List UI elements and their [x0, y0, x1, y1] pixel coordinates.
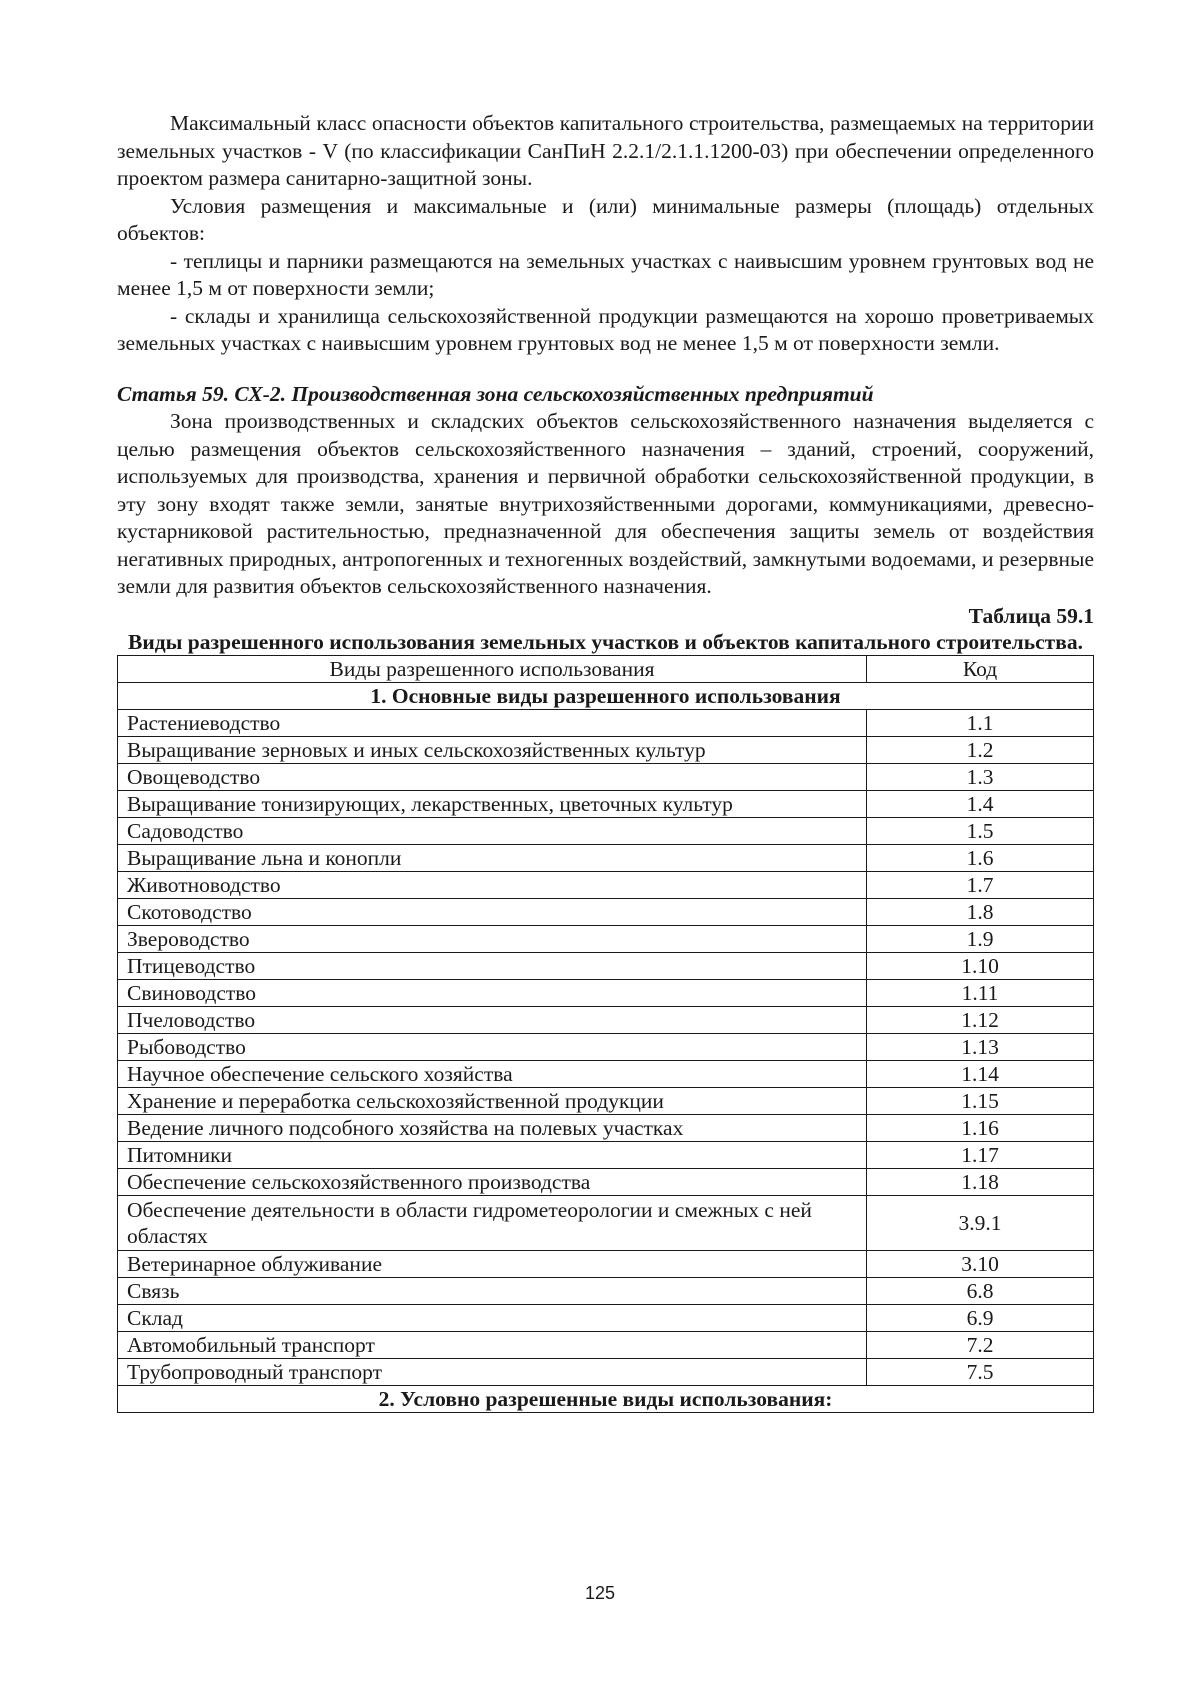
use-type-cell: Птицеводство — [118, 952, 867, 979]
use-type-cell: Свиноводство — [118, 979, 867, 1006]
table-row — [118, 790, 1094, 817]
code-cell: 1.4 — [867, 790, 1094, 817]
table-row — [118, 1195, 1094, 1250]
table-row — [118, 736, 1094, 763]
section-2-title: 2. Условно разрешенные виды использования: — [118, 1385, 1094, 1412]
code-cell: 1.17 — [867, 1141, 1094, 1168]
code-cell: 1.9 — [867, 925, 1094, 952]
code-cell: 1.3 — [867, 763, 1094, 790]
use-type-cell: Животноводство — [118, 871, 867, 898]
use-type-cell: Выращивание льна и конопли — [118, 844, 867, 871]
use-type-cell: Звероводство — [118, 925, 867, 952]
table-row — [118, 952, 1094, 979]
table-row — [118, 817, 1094, 844]
table-row — [118, 1033, 1094, 1060]
use-type-cell: Обеспечение сельскохозяйственного производства — [118, 1168, 867, 1195]
use-type-cell: Хранение и переработка сельскохозяйственной продукции — [118, 1087, 867, 1114]
table-row — [118, 1060, 1094, 1087]
table-row — [118, 979, 1094, 1006]
use-type-cell: Пчеловодство — [118, 1006, 867, 1033]
table-number: Таблица 59.1 — [968, 603, 1094, 628]
code-cell: 6.8 — [867, 1277, 1094, 1304]
table-row — [118, 1277, 1094, 1304]
use-type-cell: Скотоводство — [118, 898, 867, 925]
code-cell: 1.6 — [867, 844, 1094, 871]
permitted-use-table — [117, 655, 1094, 1413]
section-row — [118, 1385, 1094, 1412]
code-cell: 3.9.1 — [867, 1195, 1094, 1250]
use-type-cell: Растениеводство — [118, 709, 867, 736]
code-cell: 7.2 — [867, 1331, 1094, 1358]
code-cell: 1.16 — [867, 1114, 1094, 1141]
use-type-cell: Выращивание зерновых и иных сельскохозяйственных культур — [118, 736, 867, 763]
paragraph-greenhouses: - теплицы и парники размещаются на земельных участках с наивысшим уровнем грунтовых вод не менее 1,5 м от поверхности земли; — [117, 248, 1094, 300]
code-cell: 1.11 — [867, 979, 1094, 1006]
code-cell: 1.15 — [867, 1087, 1094, 1114]
use-type-cell: Склад — [118, 1304, 867, 1331]
code-cell: 1.13 — [867, 1033, 1094, 1060]
use-type-cell: Садоводство — [118, 817, 867, 844]
code-cell: 1.12 — [867, 1006, 1094, 1033]
code-cell: 1.14 — [867, 1060, 1094, 1087]
article-title: Статья 59. СХ-2. Производственная зона сельскохозяйственных предприятий — [117, 381, 874, 406]
use-type-cell: Автомобильный транспорт — [118, 1331, 867, 1358]
table-row — [118, 763, 1094, 790]
code-cell: 7.5 — [867, 1358, 1094, 1385]
section-1-title: 1. Основные виды разрешенного использования — [118, 682, 1094, 709]
code-cell: 1.1 — [867, 709, 1094, 736]
table-title: Виды разрешенного использования земельных участков и объектов капитального строительства. — [128, 629, 1083, 654]
header-code: Код — [867, 655, 1094, 682]
table-row — [118, 1006, 1094, 1033]
code-cell: 1.5 — [867, 817, 1094, 844]
table-row — [118, 898, 1094, 925]
table-row — [118, 844, 1094, 871]
table-row — [118, 925, 1094, 952]
use-type-cell: Ведение личного подсобного хозяйства на полевых участках — [118, 1114, 867, 1141]
table-row — [118, 709, 1094, 736]
header-use-types: Виды разрешенного использования — [118, 655, 867, 682]
use-type-cell: Трубопроводный транспорт — [118, 1358, 867, 1385]
code-cell: 1.2 — [867, 736, 1094, 763]
table-row — [118, 1168, 1094, 1195]
table-row — [118, 1304, 1094, 1331]
code-cell: 3.10 — [867, 1250, 1094, 1277]
table-row — [118, 1087, 1094, 1114]
article-paragraph: Зона производственных и складских объектов сельскохозяйственного назначения выделяется с целью размещения объектов сельскохозяйственного назначения – зданий, строений, сооружений, используемых для производства, хранения и первичной обработки сельскохозяйственной продукции, в эту зону входят также земли, занятые внутрихозяйственными дорогами, коммуникациями, древесно-кустарниковой растительностью, предназначенной для обеспечения защиты земель от воздействия негативных природных, антропогенных и техногенных воздействий, замкнутыми водоемами, и резервные земли для развития объектов сельскохозяйственного назначения. — [117, 409, 1094, 598]
paragraph-warehouses: - склады и хранилища сельскохозяйственной продукции размещаются на хорошо проветриваемых земельных участках с наивысшим уровнем грунтовых вод не менее 1,5 м от поверхности земли. — [117, 303, 1094, 355]
code-cell: 1.8 — [867, 898, 1094, 925]
use-type-cell: Обеспечение деятельности в области гидрометеорологии и смежных с ней областях — [118, 1195, 867, 1250]
table-row — [118, 1141, 1094, 1168]
use-type-cell: Научное обеспечение сельского хозяйства — [118, 1060, 867, 1087]
document-page — [117, 110, 1094, 1413]
paragraph-hazard-class: Максимальный класс опасности объектов капитального строительства, размещаемых на территории земельных участков - V (по классификации СанПиН 2.2.1/2.1.1.1200-03) при обеспечении определенного проектом размера санитарно-защитной зоны. — [117, 111, 1094, 190]
table-row — [118, 1114, 1094, 1141]
use-type-cell: Ветеринарное облуживание — [118, 1250, 867, 1277]
table-header-row — [118, 655, 1094, 682]
table-row — [118, 1358, 1094, 1385]
paragraph-placement-conditions: Условия размещения и максимальные и (или) минимальные размеры (площадь) отдельных объектов: — [117, 193, 1094, 245]
table-row — [118, 1331, 1094, 1358]
use-type-cell: Питомники — [118, 1141, 867, 1168]
table-row — [118, 1250, 1094, 1277]
use-type-cell: Рыбоводство — [118, 1033, 867, 1060]
page-number: 125 — [584, 1583, 616, 1603]
code-cell: 6.9 — [867, 1304, 1094, 1331]
code-cell: 1.7 — [867, 871, 1094, 898]
use-type-cell: Овощеводство — [118, 763, 867, 790]
section-row — [118, 682, 1094, 709]
table-row — [118, 871, 1094, 898]
use-type-cell: Связь — [118, 1277, 867, 1304]
use-type-cell: Выращивание тонизирующих, лекарственных, цветочных культур — [118, 790, 867, 817]
code-cell: 1.18 — [867, 1168, 1094, 1195]
code-cell: 1.10 — [867, 952, 1094, 979]
